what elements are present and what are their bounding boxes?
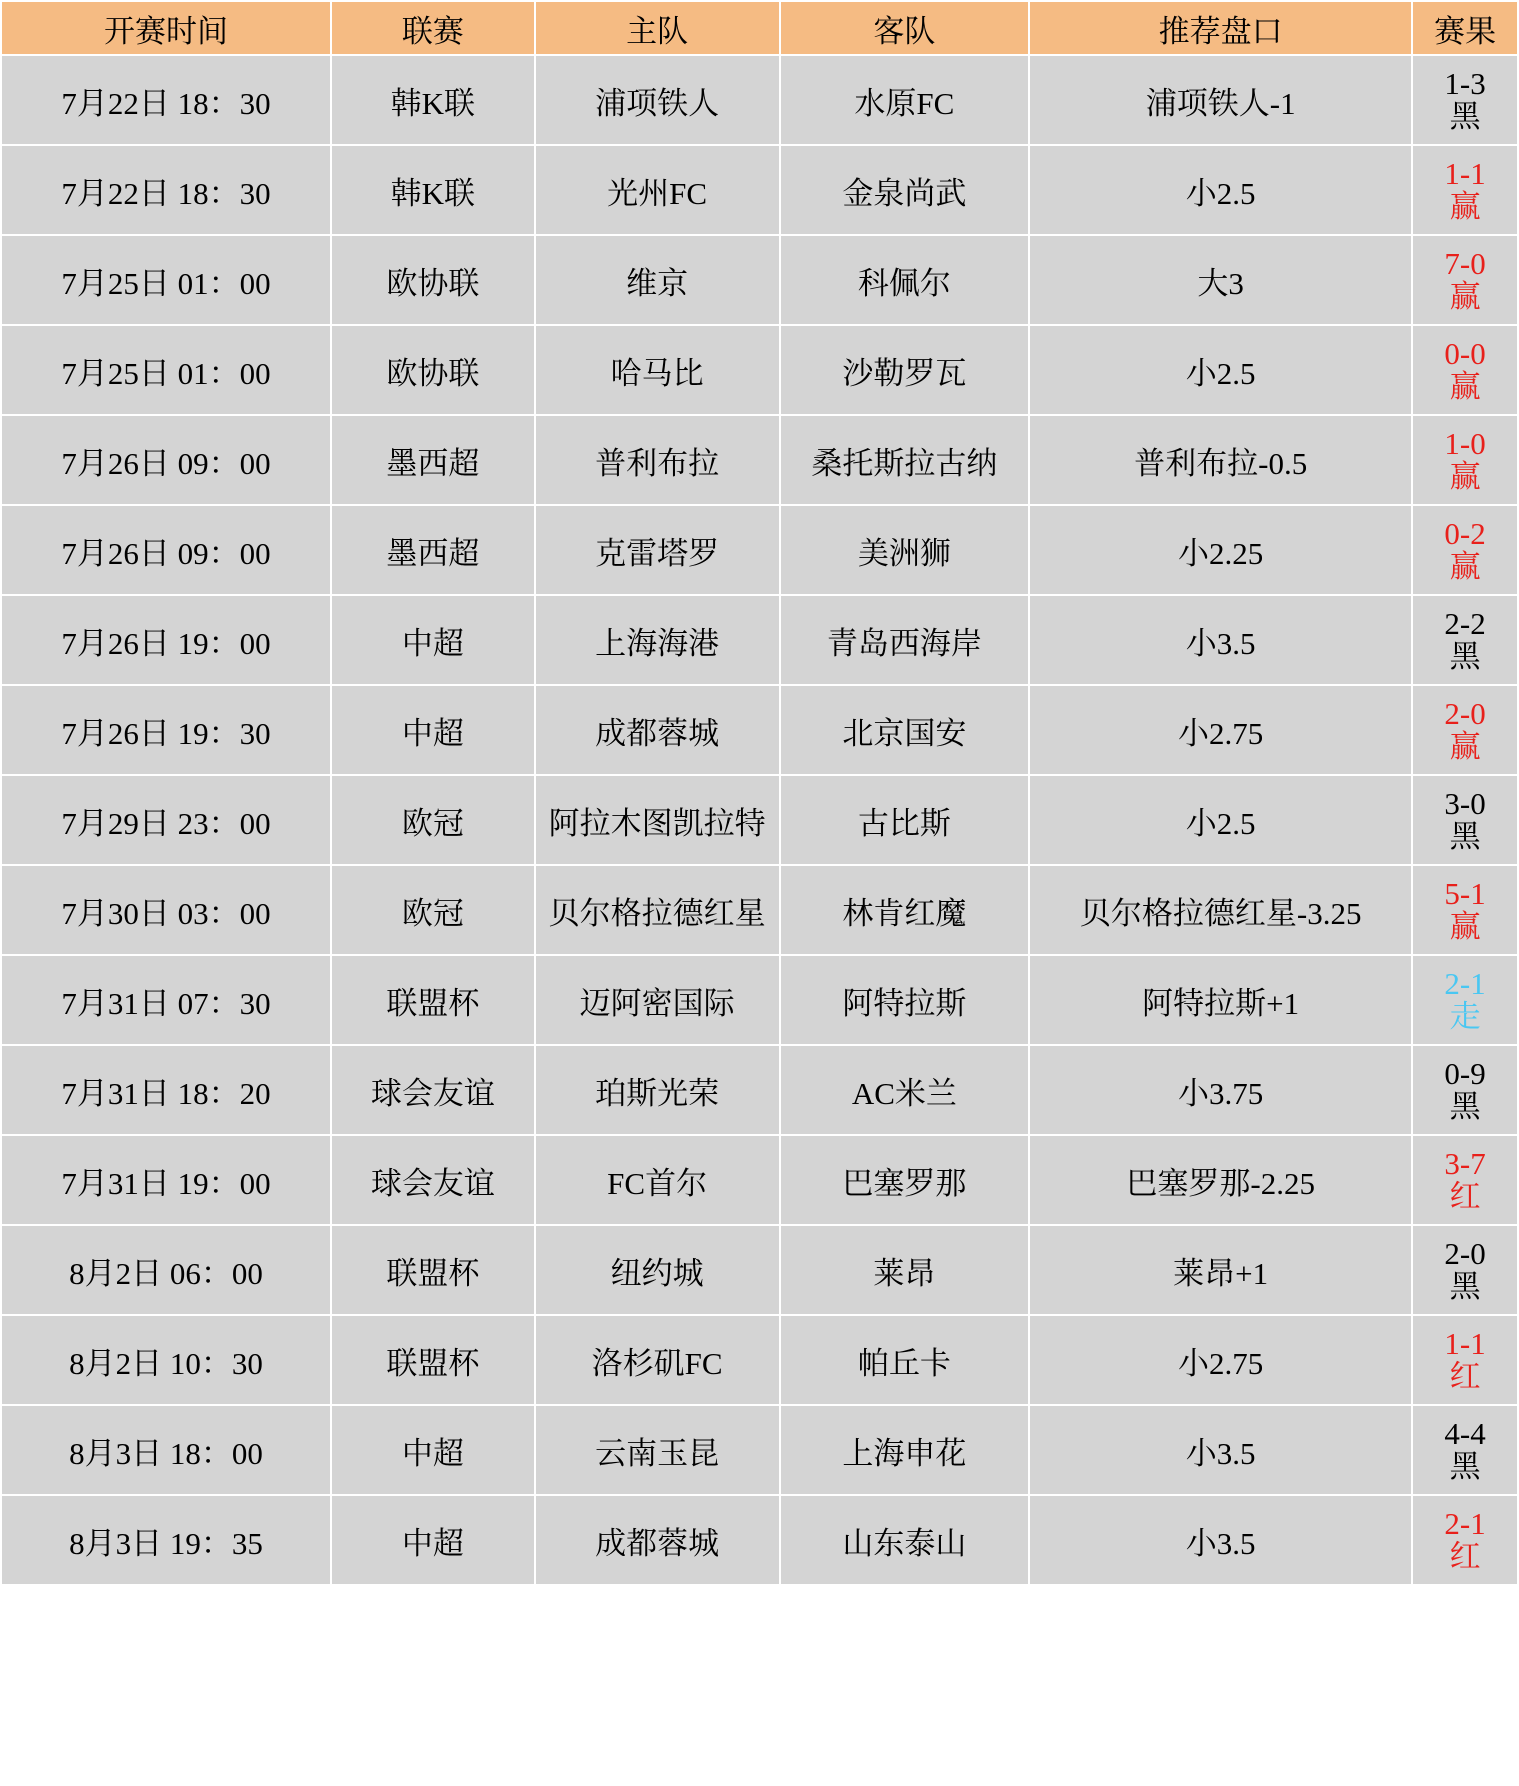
result-score: 2-2 (1444, 605, 1486, 641)
cell-league: 欧协联 (331, 325, 535, 415)
cell-odds: 小3.5 (1029, 595, 1412, 685)
cell-result (1412, 1405, 1518, 1495)
table-row (1, 1135, 1518, 1225)
table-row (1, 235, 1518, 325)
table-row (1, 55, 1518, 145)
table-row (1, 865, 1518, 955)
cell-time: 8月2日 10：30 (1, 1315, 331, 1405)
cell-time: 7月31日 18：20 (1, 1045, 331, 1135)
cell-home-team: 浦项铁人 (535, 55, 780, 145)
result-verdict: 走 (1449, 999, 1481, 1034)
cell-away-team: 科佩尔 (780, 235, 1030, 325)
cell-odds: 小3.75 (1029, 1045, 1412, 1135)
header-league: 联赛 (331, 1, 535, 55)
cell-time: 8月3日 19：35 (1, 1495, 331, 1585)
cell-league: 联盟杯 (331, 955, 535, 1045)
cell-odds: 浦项铁人-1 (1029, 55, 1412, 145)
result-score: 2-0 (1444, 695, 1486, 731)
result-score: 0-0 (1444, 335, 1486, 371)
result-verdict: 红 (1449, 1179, 1481, 1214)
cell-away-team: 巴塞罗那 (780, 1135, 1030, 1225)
cell-result (1412, 145, 1518, 235)
cell-odds: 小2.5 (1029, 145, 1412, 235)
result-score: 4-4 (1444, 1415, 1486, 1451)
cell-time: 8月2日 06：00 (1, 1225, 331, 1315)
header-result: 赛果 (1412, 1, 1518, 55)
result-score: 3-7 (1444, 1145, 1486, 1181)
cell-league: 中超 (331, 1405, 535, 1495)
cell-away-team: 帕丘卡 (780, 1315, 1030, 1405)
cell-away-team: 桑托斯拉古纳 (780, 415, 1030, 505)
cell-time: 7月22日 18：30 (1, 55, 331, 145)
cell-odds: 小3.5 (1029, 1405, 1412, 1495)
table-row (1, 505, 1518, 595)
cell-odds: 巴塞罗那-2.25 (1029, 1135, 1412, 1225)
cell-home-team: 珀斯光荣 (535, 1045, 780, 1135)
table-row (1, 955, 1518, 1045)
cell-league: 墨西超 (331, 505, 535, 595)
cell-result (1412, 325, 1518, 415)
cell-away-team: 林肯红魔 (780, 865, 1030, 955)
cell-result (1412, 1225, 1518, 1315)
cell-time: 7月31日 19：00 (1, 1135, 331, 1225)
cell-home-team: 云南玉昆 (535, 1405, 780, 1495)
result-score: 7-0 (1444, 245, 1486, 281)
table-row (1, 1495, 1518, 1585)
cell-league: 欧冠 (331, 865, 535, 955)
table-row (1, 595, 1518, 685)
cell-result (1412, 595, 1518, 685)
result-score: 1-3 (1444, 65, 1486, 101)
result-score: 5-1 (1444, 875, 1486, 911)
result-verdict: 黑 (1449, 99, 1481, 134)
cell-home-team: 普利布拉 (535, 415, 780, 505)
cell-result (1412, 1315, 1518, 1405)
result-verdict: 黑 (1449, 1089, 1481, 1124)
cell-time: 8月3日 18：00 (1, 1405, 331, 1495)
cell-time: 7月26日 09：00 (1, 415, 331, 505)
cell-away-team: 古比斯 (780, 775, 1030, 865)
header-home-team: 主队 (535, 1, 780, 55)
result-verdict: 赢 (1449, 279, 1481, 314)
result-score: 0-9 (1444, 1055, 1486, 1091)
cell-away-team: AC米兰 (780, 1045, 1030, 1135)
cell-result (1412, 685, 1518, 775)
result-verdict: 黑 (1449, 1269, 1481, 1304)
result-score: 1-1 (1444, 155, 1486, 191)
cell-away-team: 青岛西海岸 (780, 595, 1030, 685)
cell-league: 中超 (331, 1495, 535, 1585)
cell-league: 中超 (331, 595, 535, 685)
table-row (1, 415, 1518, 505)
cell-league: 欧冠 (331, 775, 535, 865)
cell-league: 球会友谊 (331, 1135, 535, 1225)
cell-time: 7月26日 19：00 (1, 595, 331, 685)
cell-time: 7月30日 03：00 (1, 865, 331, 955)
cell-away-team: 沙勒罗瓦 (780, 325, 1030, 415)
cell-away-team: 山东泰山 (780, 1495, 1030, 1585)
cell-odds: 小2.75 (1029, 685, 1412, 775)
table-row (1, 325, 1518, 415)
cell-away-team: 上海申花 (780, 1405, 1030, 1495)
result-verdict: 赢 (1449, 549, 1481, 584)
cell-result (1412, 865, 1518, 955)
cell-home-team: 光州FC (535, 145, 780, 235)
cell-away-team: 莱昂 (780, 1225, 1030, 1315)
cell-result (1412, 1135, 1518, 1225)
cell-time: 7月29日 23：00 (1, 775, 331, 865)
result-verdict: 黑 (1449, 639, 1481, 674)
cell-league: 墨西超 (331, 415, 535, 505)
cell-result (1412, 775, 1518, 865)
cell-league: 联盟杯 (331, 1315, 535, 1405)
cell-time: 7月25日 01：00 (1, 235, 331, 325)
result-verdict: 赢 (1449, 459, 1481, 494)
result-score: 2-0 (1444, 1235, 1486, 1271)
cell-league: 韩K联 (331, 145, 535, 235)
cell-odds: 小2.5 (1029, 325, 1412, 415)
result-score: 2-1 (1444, 1505, 1486, 1541)
cell-time: 7月26日 19：30 (1, 685, 331, 775)
cell-away-team: 金泉尚武 (780, 145, 1030, 235)
cell-odds: 小2.25 (1029, 505, 1412, 595)
cell-odds: 贝尔格拉德红星-3.25 (1029, 865, 1412, 955)
cell-home-team: 维京 (535, 235, 780, 325)
result-verdict: 赢 (1449, 729, 1481, 764)
cell-result (1412, 955, 1518, 1045)
cell-home-team: 贝尔格拉德红星 (535, 865, 780, 955)
table-row (1, 145, 1518, 235)
cell-odds: 阿特拉斯+1 (1029, 955, 1412, 1045)
cell-result (1412, 235, 1518, 325)
cell-odds: 小2.75 (1029, 1315, 1412, 1405)
cell-away-team: 水原FC (780, 55, 1030, 145)
result-verdict: 赢 (1449, 369, 1481, 404)
table-row (1, 1405, 1518, 1495)
cell-home-team: 上海海港 (535, 595, 780, 685)
cell-home-team: 哈马比 (535, 325, 780, 415)
cell-time: 7月26日 09：00 (1, 505, 331, 595)
result-verdict: 赢 (1449, 909, 1481, 944)
cell-home-team: 迈阿密国际 (535, 955, 780, 1045)
cell-league: 中超 (331, 685, 535, 775)
header-recommended-handicap: 推荐盘口 (1029, 1, 1412, 55)
header-away-team: 客队 (780, 1, 1030, 55)
cell-league: 球会友谊 (331, 1045, 535, 1135)
header-time: 开赛时间 (1, 1, 331, 55)
cell-home-team: 纽约城 (535, 1225, 780, 1315)
result-verdict: 黑 (1449, 819, 1481, 854)
result-verdict: 黑 (1449, 1449, 1481, 1484)
cell-away-team: 美洲狮 (780, 505, 1030, 595)
cell-time: 7月31日 07：30 (1, 955, 331, 1045)
result-verdict: 红 (1449, 1359, 1481, 1394)
table-row (1, 685, 1518, 775)
result-score: 1-1 (1444, 1325, 1486, 1361)
cell-result (1412, 1045, 1518, 1135)
table-row (1, 1225, 1518, 1315)
cell-odds: 小2.5 (1029, 775, 1412, 865)
cell-home-team: 洛杉矶FC (535, 1315, 780, 1405)
result-score: 2-1 (1444, 965, 1486, 1001)
cell-home-team: 成都蓉城 (535, 685, 780, 775)
cell-result (1412, 505, 1518, 595)
cell-home-team: 阿拉木图凯拉特 (535, 775, 780, 865)
cell-odds: 莱昂+1 (1029, 1225, 1412, 1315)
result-verdict: 赢 (1449, 189, 1481, 224)
table-body (1, 55, 1518, 1585)
cell-home-team: 成都蓉城 (535, 1495, 780, 1585)
cell-result (1412, 415, 1518, 505)
cell-league: 欧协联 (331, 235, 535, 325)
result-score: 3-0 (1444, 785, 1486, 821)
cell-result (1412, 55, 1518, 145)
cell-odds: 小3.5 (1029, 1495, 1412, 1585)
result-score: 0-2 (1444, 515, 1486, 551)
cell-home-team: FC首尔 (535, 1135, 780, 1225)
table-header (1, 1, 1518, 55)
cell-away-team: 阿特拉斯 (780, 955, 1030, 1045)
cell-time: 7月22日 18：30 (1, 145, 331, 235)
header-row (1, 1, 1518, 55)
table-row (1, 1045, 1518, 1135)
cell-league: 韩K联 (331, 55, 535, 145)
cell-odds: 大3 (1029, 235, 1412, 325)
cell-league: 联盟杯 (331, 1225, 535, 1315)
cell-result (1412, 1495, 1518, 1585)
cell-odds: 普利布拉-0.5 (1029, 415, 1412, 505)
cell-away-team: 北京国安 (780, 685, 1030, 775)
table-row (1, 775, 1518, 865)
cell-home-team: 克雷塔罗 (535, 505, 780, 595)
table-row (1, 1315, 1518, 1405)
result-verdict: 红 (1449, 1539, 1481, 1574)
cell-time: 7月25日 01：00 (1, 325, 331, 415)
result-score: 1-0 (1444, 425, 1486, 461)
